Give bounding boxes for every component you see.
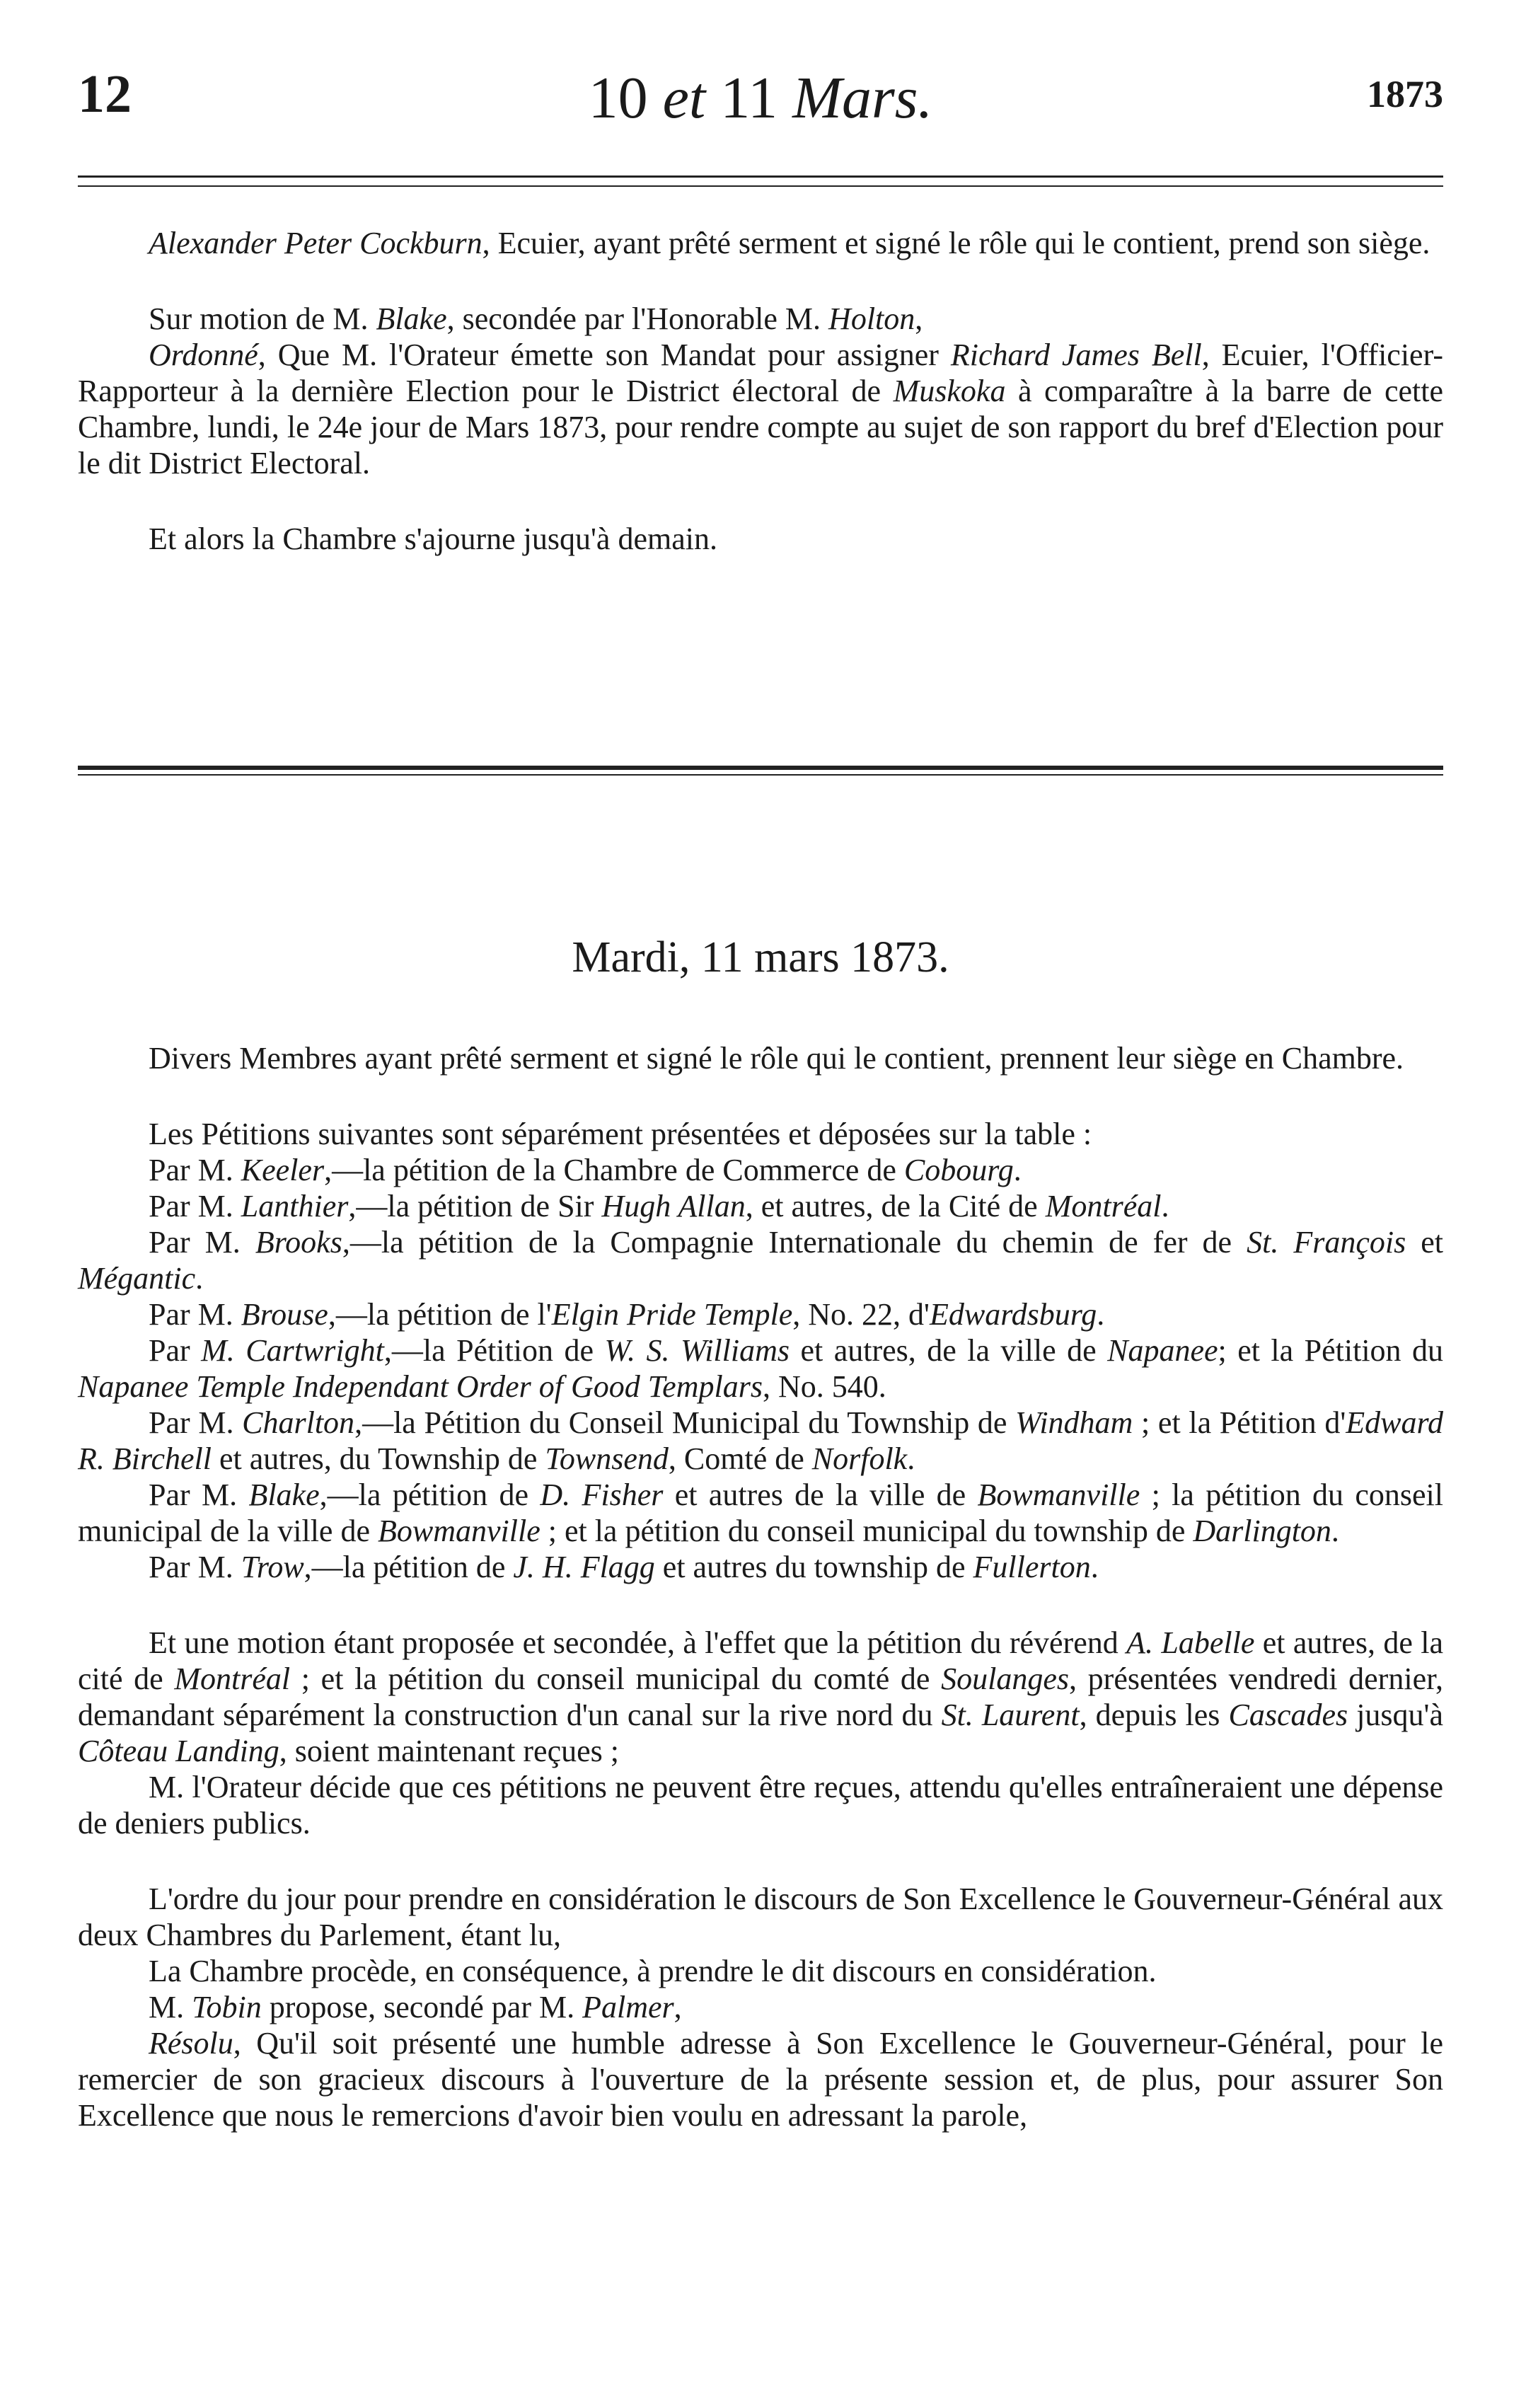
section-divider-bottom (78, 774, 1443, 776)
header-rule-bottom (78, 185, 1443, 187)
page-number: 12 (78, 64, 132, 124)
paragraph-order-of-day: L'ordre du jour pour prendre en considération le discours de Son Excellence le Gouverneur-Général aux deux Chambres du Parlement, étant lu, (78, 1882, 1443, 1952)
section-march-10 (78, 225, 1443, 557)
petition-list (78, 1152, 1443, 1585)
paragraph-petitions-intro: Les Pétitions suivantes sont séparément présentées et déposées sur la table : (149, 1117, 1092, 1151)
petition-item: Par M. Brooks,—la pétition de la Compagnie Internationale du chemin de fer de St. François et Mégantic. (78, 1225, 1443, 1296)
paragraph-adjourn: Et alors la Chambre s'ajourne jusqu'à demain. (149, 522, 717, 556)
petition-item: Par M. Trow,—la pétition de J. H. Flagg et autres du township de Fullerton. (149, 1550, 1099, 1584)
paragraph-motion-blake: Sur motion de M. Blake, secondée par l'Honorable M. Holton, (149, 301, 923, 336)
petition-item: Par M. Keeler,—la pétition de la Chambre de Commerce de Cobourg. (149, 1153, 1022, 1187)
header-rule-top (78, 175, 1443, 178)
paragraph-ordonne: Ordonné, Que M. l'Orateur émette son Mandat pour assigner Richard James Bell, Ecuier, l'Officier-Rapporteur à la dernière Election pour le District électoral de Muskoka à comparaître à la barre de cette Chambre, lundi, le 24e jour de Mars 1873, pour rendre compte au sujet de son rapport du bref d'Election pour le dit District Electoral. (78, 338, 1443, 480)
paragraph-speaker-ruling: M. l'Orateur décide que ces pétitions ne peuvent être reçues, attendu qu'elles entraîneraient une dépense de deniers publics. (78, 1770, 1443, 1840)
paragraph-house-proceeds: La Chambre procède, en conséquence, à prendre le dit discours en considération. (149, 1954, 1157, 1988)
paragraph-resolu: Résolu, Qu'il soit présenté une humble adresse à Son Excellence le Gouverneur-Général, pour le remercier de son gracieux discours à l'ouverture de la présente session et, de plus, pour assurer Son Excellence que nous le remercions d'avoir bien voulu en adressant la parole, (78, 2026, 1443, 2133)
section-heading: Mardi, 11 mars 1873. (572, 933, 949, 981)
paragraph-canal-motion: Et une motion étant proposée et secondée, à l'effet que la pétition du révérend A. Labelle et autres, de la cité de Montréal ; et la pétition du conseil municipal du comté de Soulanges, présentées vendredi dernier, demandant séparément la construction d'un canal sur la rive nord du St. Laurent, depuis les Cascades jusqu'à Côteau Landing, soient maintenant reçues ; (78, 1625, 1443, 1768)
paragraph-members-sworn: Divers Membres ayant prêté serment et signé le rôle qui le contient, prennent leur siège en Chambre. (149, 1041, 1404, 1076)
paragraph-cockburn: Alexander Peter Cockburn, Ecuier, ayant prêté serment et signé le rôle qui le contient, prend son siège. (149, 226, 1430, 260)
section-divider-top (78, 766, 1443, 770)
petition-item: Par M. Blake,—la pétition de D. Fisher et autres de la ville de Bowmanville ; la pétition du conseil municipal de la ville de Bowmanville ; et la pétition du conseil municipal du township de Darlington. (78, 1477, 1444, 1548)
paragraph-tobin-motion: M. Tobin propose, secondé par M. Palmer, (149, 1990, 682, 2024)
petition-item: Par M. Charlton,—la Pétition du Conseil Municipal du Township de Windham ; et la Pétition d'Edward R. Birchell et autres, du Township de Townsend, Comté de Norfolk. (78, 1405, 1444, 1476)
petition-item: Par M. Cartwright,—la Pétition de W. S. Williams et autres, de la ville de Napanee; et la Pétition du Napanee Temple Independant Order of Good Templars, No. 540. (78, 1333, 1444, 1404)
petition-item: Par M. Brouse,—la pétition de l'Elgin Pride Temple, No. 22, d'Edwardsburg. (149, 1297, 1105, 1332)
header-year: 1873 (1367, 73, 1443, 115)
petition-item: Par M. Lanthier,—la pétition de Sir Hugh Allan, et autres, de la Cité de Montréal. (149, 1189, 1169, 1223)
page-header (78, 64, 1443, 142)
running-title: 10 et 11 Mars. (588, 65, 933, 131)
section-march-11 (78, 1040, 1443, 2133)
